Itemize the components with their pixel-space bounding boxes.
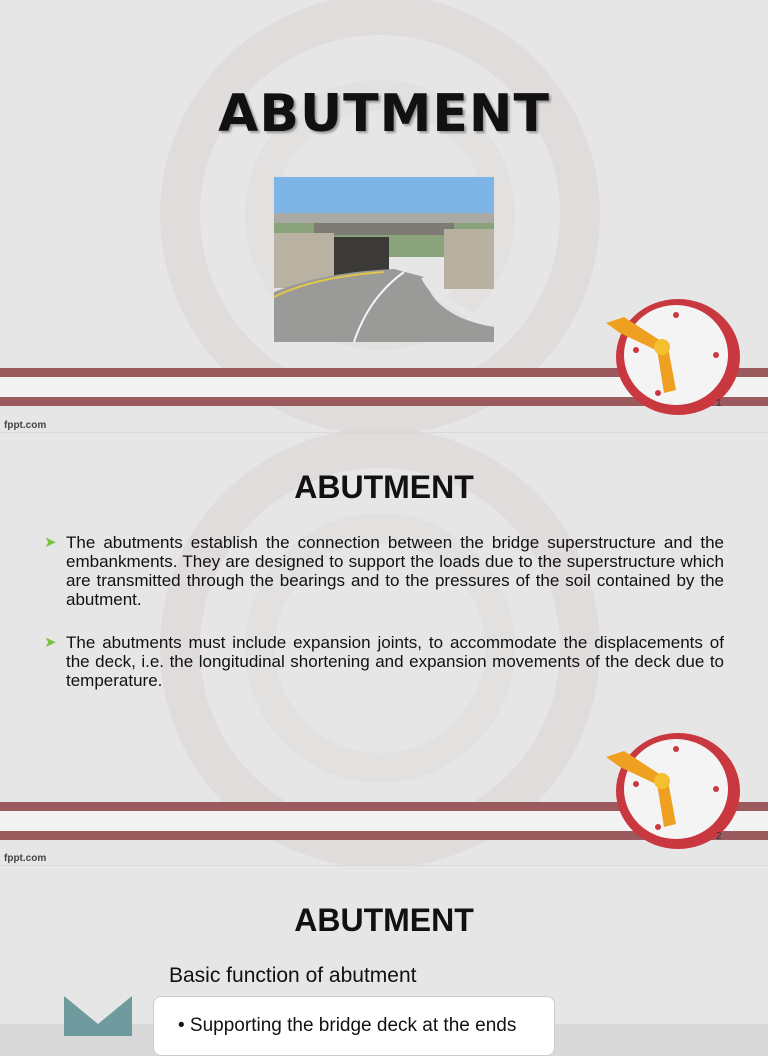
teal-chevron-shape xyxy=(64,996,132,1036)
list-item xyxy=(44,633,724,690)
bullet-text: The abutments establish the connection between the bridge superstructure and the embankments. They are designed to support the loads due to the superstructure which are transmitted through the bearings and to the pressures of the soil contained by the abutment. xyxy=(66,533,724,609)
slide-title: ABUTMENT xyxy=(294,902,474,938)
content-card xyxy=(153,996,555,1056)
slide-1 xyxy=(0,0,768,432)
bullet-list xyxy=(44,533,724,714)
card-bullet-text: • Supporting the bridge deck at the ends xyxy=(178,1015,517,1036)
page-number: 2 xyxy=(716,831,722,842)
arrow-bullet-icon: ➤ xyxy=(44,534,57,551)
footer-brand: fppt.com xyxy=(4,420,47,431)
bullet-text: The abutments must include expansion joints, to accommodate the displacements of the deck, i.e. the longitudinal shortening and expansion movements of the deck due to temperature. xyxy=(66,633,724,690)
clock-icon xyxy=(596,295,746,420)
slide-title: ABUTMENT xyxy=(294,469,474,505)
slide-2 xyxy=(0,433,768,865)
footer-brand: fppt.com xyxy=(4,853,47,864)
page-number: 1 xyxy=(716,398,722,409)
arrow-bullet-icon: ➤ xyxy=(44,634,57,651)
bridge-photo xyxy=(274,177,494,342)
slide-3 xyxy=(0,866,768,1036)
clock-icon xyxy=(596,729,746,854)
slide-title: ABUTMENT xyxy=(218,84,550,144)
subheading: Basic function of abutment xyxy=(169,964,417,987)
list-item xyxy=(44,533,724,609)
